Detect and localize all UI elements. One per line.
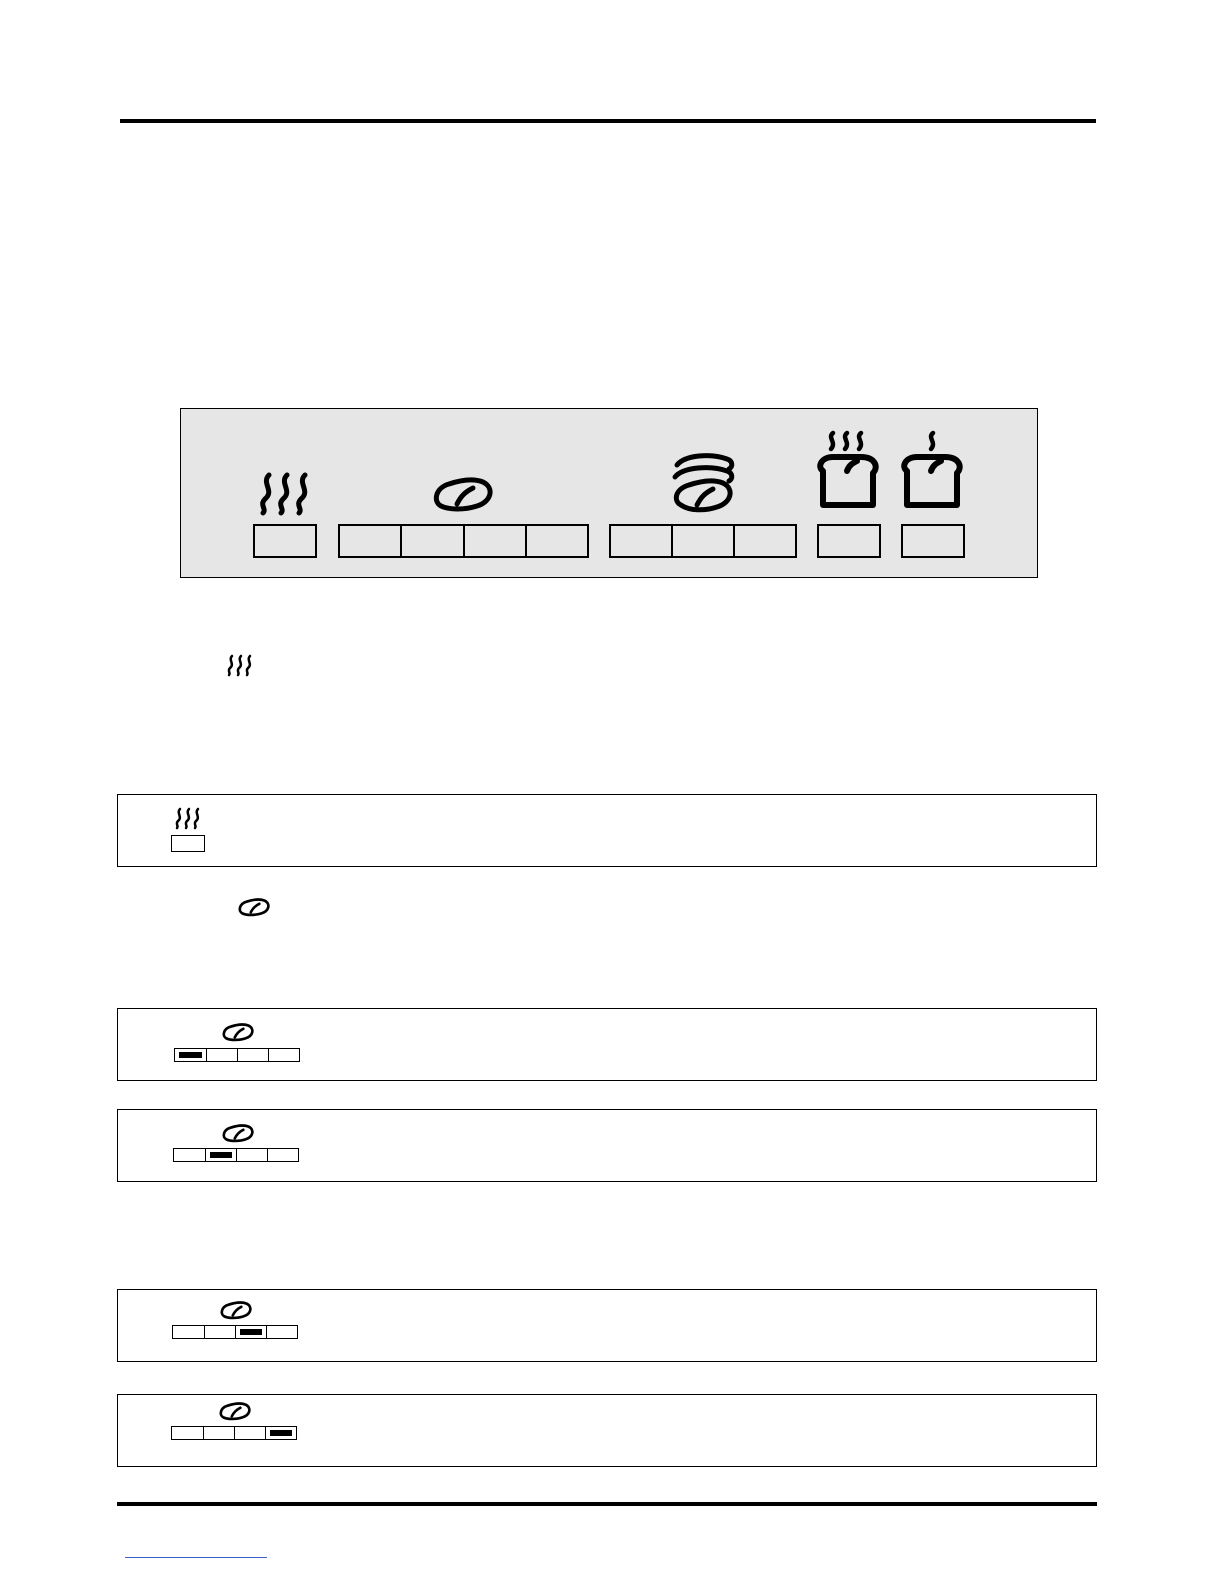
bread-segment bbox=[203, 1427, 234, 1439]
bread-loaf-icon bbox=[219, 1300, 253, 1320]
bread-mini-segment-bar bbox=[173, 1148, 299, 1162]
bread-segment bbox=[234, 1427, 265, 1439]
bread-segment bbox=[173, 1326, 204, 1338]
bread-segment-active bbox=[235, 1326, 266, 1338]
bread-indicator-example bbox=[117, 1109, 1097, 1182]
bread-mini-segment-bar bbox=[171, 1426, 297, 1440]
toast-single-segment bbox=[901, 524, 965, 558]
steam-segment bbox=[253, 524, 317, 558]
steam-icon bbox=[257, 471, 313, 515]
bread-stack-segment bbox=[673, 524, 735, 558]
bread-stack-icon bbox=[671, 451, 737, 511]
bread-stack-segment-bar bbox=[609, 524, 797, 558]
steam-segment bbox=[171, 835, 205, 852]
link-underline[interactable] bbox=[125, 1557, 267, 1558]
bread-mini-segment-bar bbox=[172, 1325, 298, 1339]
bread-indicator-example bbox=[117, 1008, 1097, 1081]
bread-segment bbox=[172, 1427, 203, 1439]
toast-steam-icon bbox=[817, 429, 881, 509]
bread-segment bbox=[237, 1049, 268, 1061]
bread-segment-bar bbox=[338, 524, 589, 558]
bread-segment bbox=[236, 1149, 267, 1161]
control-panel-display bbox=[180, 408, 1038, 578]
steam-icon bbox=[225, 654, 255, 676]
bread-stack-segment bbox=[609, 524, 673, 558]
bread-segment bbox=[174, 1149, 205, 1161]
bread-segment bbox=[465, 524, 527, 558]
bread-segment bbox=[206, 1049, 237, 1061]
bread-segment bbox=[204, 1326, 235, 1338]
bread-segment-active bbox=[265, 1427, 296, 1439]
bread-segment bbox=[338, 524, 402, 558]
bread-indicator-example bbox=[117, 1394, 1097, 1467]
bread-indicator-example bbox=[117, 1289, 1097, 1362]
steam-icon bbox=[173, 807, 203, 829]
bread-loaf-icon bbox=[218, 1401, 252, 1421]
bread-stack-segment bbox=[735, 524, 797, 558]
bread-segment bbox=[266, 1326, 297, 1338]
bottom-rule bbox=[117, 1502, 1097, 1506]
bread-loaf-icon bbox=[237, 897, 271, 917]
bread-loaf-icon bbox=[221, 1123, 255, 1143]
bread-loaf-icon bbox=[431, 476, 495, 512]
bread-segment-active bbox=[205, 1149, 236, 1161]
bread-segment bbox=[527, 524, 589, 558]
toast-steam-segment bbox=[817, 524, 881, 558]
bread-segment bbox=[267, 1149, 298, 1161]
bread-segment bbox=[402, 524, 464, 558]
toast-single-steam-icon bbox=[901, 429, 965, 509]
bread-segment-active bbox=[175, 1049, 206, 1061]
bread-segment bbox=[268, 1049, 299, 1061]
steam-indicator-example bbox=[117, 794, 1097, 867]
bread-loaf-icon bbox=[221, 1022, 255, 1042]
top-rule bbox=[120, 119, 1096, 123]
bread-mini-segment-bar bbox=[174, 1048, 300, 1062]
